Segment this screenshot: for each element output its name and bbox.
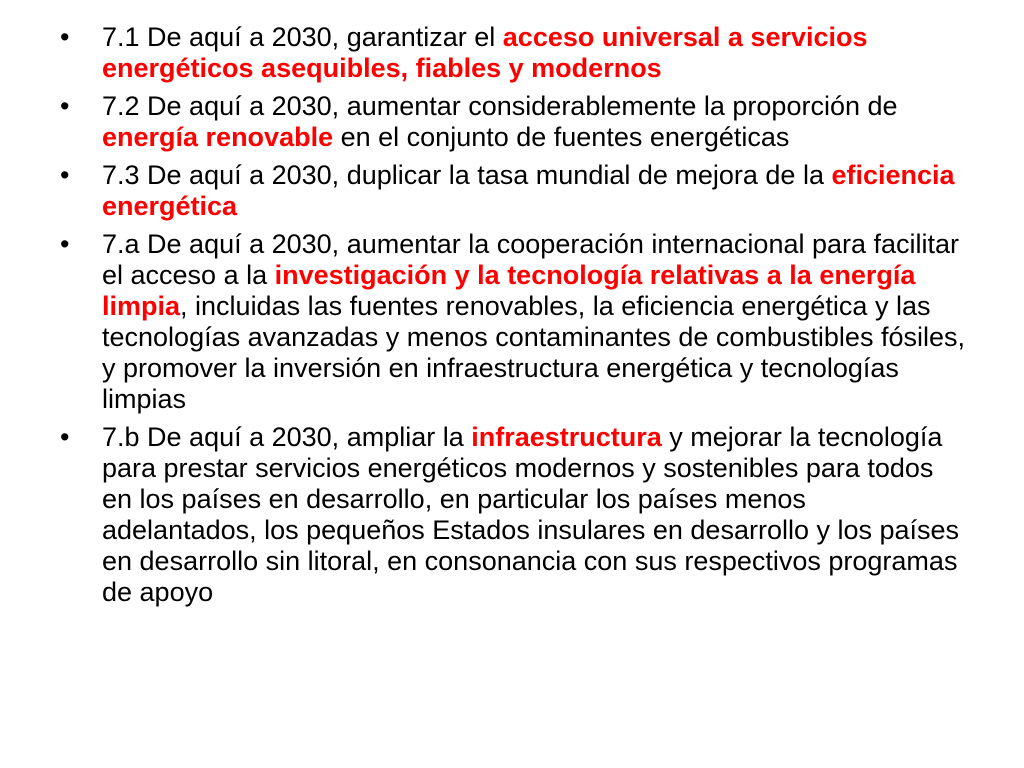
bullet-icon: • — [60, 422, 70, 452]
highlighted-phrase: investigación y la tecnología relativas a la energía limpia — [102, 260, 916, 321]
highlighted-phrase: eficiencia energética — [102, 160, 955, 221]
target-text: 7.1 De aquí a 2030, garantizar el — [102, 22, 503, 52]
bullet-icon: • — [60, 22, 70, 52]
target-text: 7.2 De aquí a 2030, aumentar considerablemente la proporción de — [102, 91, 898, 121]
highlighted-phrase: acceso universal a servicios energéticos asequibles, fiables y modernos — [102, 22, 868, 83]
highlighted-phrase: energía renovable — [102, 122, 334, 152]
target-text: , incluidas las fuentes renovables, la eficiencia energética y las tecnologías avanzadas y menos contaminantes de combustibles fósiles, y promover la inversión en infraestructura energética y tecnologías limpias — [102, 291, 965, 414]
target-list — [60, 22, 965, 615]
target-text: 7.a De aquí a 2030, aumentar la cooperación internacional para facilitar el acceso a la — [102, 229, 960, 290]
target-item-7-2 — [60, 91, 965, 153]
target-item-7-3 — [60, 160, 965, 222]
target-item-7-1 — [60, 22, 965, 84]
target-item-7-a — [60, 229, 965, 415]
target-text: en el conjunto de fuentes energéticas — [333, 122, 790, 152]
target-text: 7.3 De aquí a 2030, duplicar la tasa mundial de mejora de la — [102, 160, 832, 190]
target-item-7-b — [60, 422, 965, 608]
target-text: y mejorar la tecnología para prestar servicios energéticos modernos y sostenibles para todos en los países en desarrollo, en particular los países menos adelantados, los pequeños Estados insulares en desarrollo y los países en desarrollo sin litoral, en consonancia con sus respectivos programas de apoyo — [102, 422, 960, 607]
bullet-icon: • — [60, 91, 70, 121]
highlighted-phrase: infraestructura — [471, 422, 662, 452]
bullet-icon: • — [60, 160, 70, 190]
target-text: 7.b De aquí a 2030, ampliar la — [102, 422, 472, 452]
bullet-icon: • — [60, 229, 70, 259]
